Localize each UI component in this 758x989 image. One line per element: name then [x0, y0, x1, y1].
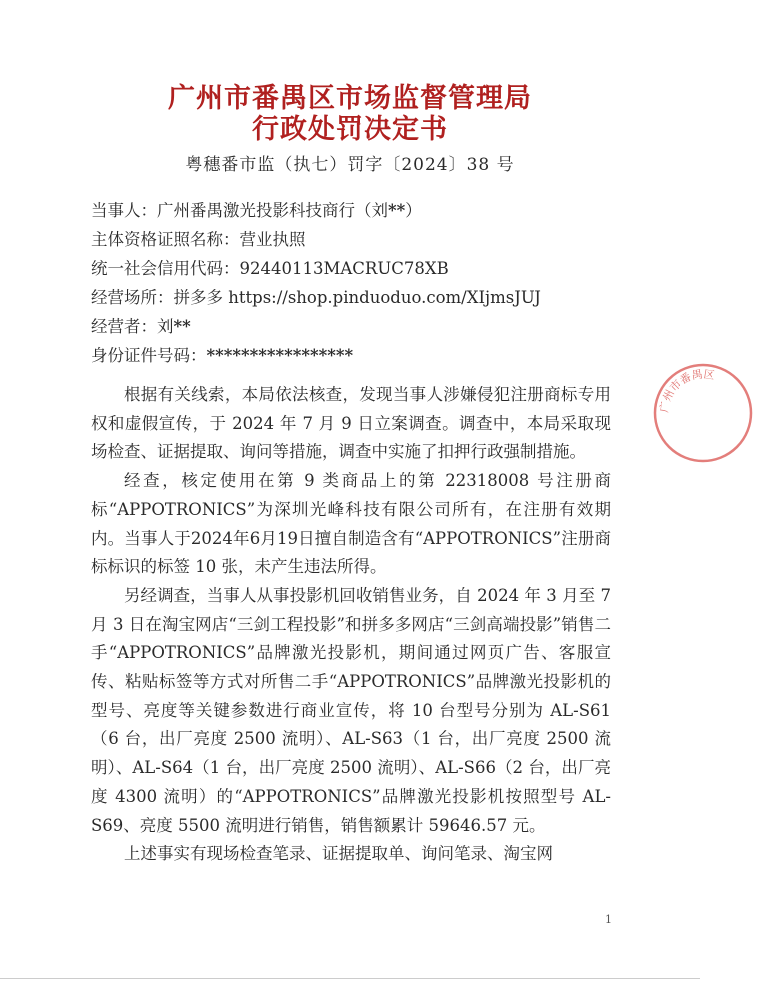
credit-code-row	[91, 254, 541, 283]
party-value: 广州番禺激光投影科技商行（刘	[157, 201, 388, 220]
license-type-value: 营业执照	[239, 230, 306, 249]
license-type-row	[91, 225, 541, 254]
paragraph-1: 根据有关线索，本局依法核查，发现当事人涉嫌侵犯注册商标专用权和虚假宣传，于 2024 年 7 月 9 日立案调查。调查中，本局采取现场检查、证据提取、询问等措施，调查中实施了扣押行政强制措施。	[91, 385, 611, 462]
id-number-value: *****************	[206, 346, 354, 365]
seal-text: 广州市番禺区	[657, 367, 716, 414]
paragraph-3: 另经调查，当事人从事投影机回收销售业务，自 2024 年 3 月至 7 月 3 日在淘宝网店“三剑工程投影”和拼多多网店“三剑高端投影”销售二手“APPOTRONICS”品牌激光投影机，期间通过网页广告、客服宣传、粘贴标签等方式对所售二手“APPOTRONICS”品牌激光投影机的型号、亮度等关键参数进行商业宣传，将 10 台型号分别为 AL-S61（6 台，出厂亮度 2500 流明）、AL-S63（1 台，出厂亮度 2500 流明）、AL-S64（1 台，出厂亮度 2500 流明）、AL-S66（2 台，出厂亮度 4300 流明）的“APPOTRONICS”品牌激光投影机按照型号 AL-S69、亮度 5500 流明进行销售，销售额累计 59646.57 元。	[91, 585, 611, 835]
business-place-label: 经营场所：	[91, 288, 174, 307]
operator-label: 经营者：	[91, 317, 157, 336]
decision-body	[91, 381, 611, 869]
license-type-label: 主体资格证照名称：	[91, 230, 240, 249]
document-title: 行政处罚决定书	[252, 114, 448, 145]
business-place-value: 拼多多 https://shop.pinduoduo.com/XIjmsJUJ	[173, 288, 541, 307]
official-seal-icon	[648, 358, 758, 468]
id-number-label: 身份证件号码：	[91, 346, 207, 365]
party-row	[91, 196, 541, 225]
document-number: 粤穗番市监（执七）罚字〔2024〕38 号	[185, 155, 515, 175]
paragraph-4: 上述事实有现场检查笔录、证据提取单、询问笔录、淘宝网	[124, 844, 553, 864]
page-number: 1	[605, 913, 612, 926]
party-masked: **	[388, 201, 406, 220]
party-label: 当事人：	[91, 201, 157, 220]
credit-code-label: 统一社会信用代码：	[91, 259, 240, 278]
party-info	[91, 196, 541, 370]
id-number-row	[91, 341, 541, 370]
operator-masked: **	[173, 317, 191, 336]
operator-row	[91, 312, 541, 341]
agency-title: 广州市番禺区市场监督管理局	[168, 83, 532, 114]
credit-code-value: 92440113MACRUC78XB	[239, 259, 449, 278]
operator-value: 刘	[157, 317, 174, 336]
page-bottom-divider	[0, 978, 700, 979]
svg-text:广州市番禺区	[657, 368, 716, 414]
business-place-row	[91, 283, 541, 312]
paragraph-2: 经查，核定使用在第 9 类商品上的第 22318008 号注册商标“APPOTRONICS”为深圳光峰科技有限公司所有，在注册有效期内。当事人于2024年6月19日擅自制造含有“APPOTRONICS”注册商标标识的标签 10 张，未产生违法所得。	[91, 471, 611, 577]
party-close: ）	[405, 201, 422, 220]
